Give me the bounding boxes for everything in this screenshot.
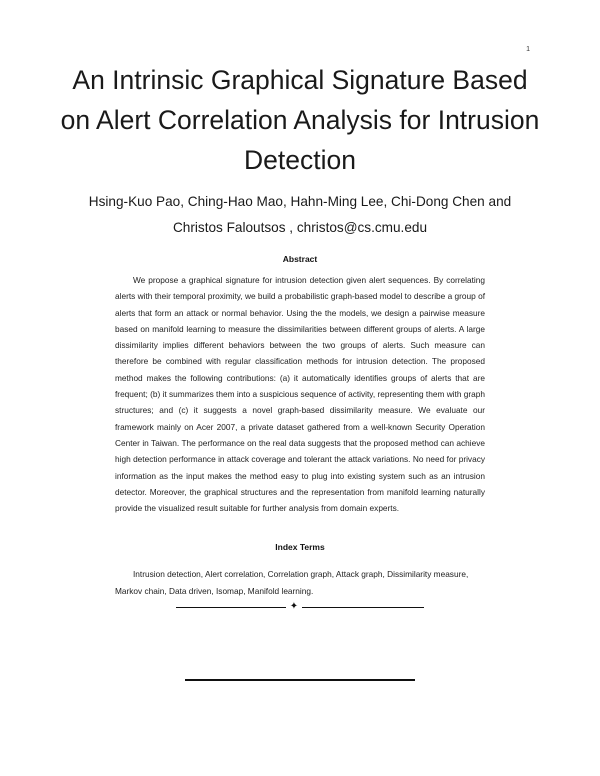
abstract-body: We propose a graphical signature for intrusion detection given alert sequences. By correlating alerts with their temporal proximity, we build a probabilistic graph-based model to describe a group of alerts that form an attack or normal behavior. Using the the models, we design a pairwise measure based on manifold learning to measure the dissimilarities between different groups of alerts. A large dissimilarity implies different behaviors between the two groups of alerts. Such measure can therefore be combined with regular classification methods for intrusion detection. The proposed method makes the following contributions: (a) it automatically identifies groups of alerts that are frequent; (b) it summarizes them into a suspicious sequence of activity, representing them with graph structures; and (c) it suggests a novel graph-based dissimilarity measure. We evaluate our framework mainly on Acer 2007, a private dataset gathered from a well-known Security Operation Center in Taiwan. The performance on the real data suggests that the proposed method can achieve high detection performance in attack coverage and tolerant the attack variations. No need for privacy information as the input makes the method easy to plug into existing system such as an intrusion detector. Moreover, the graphical structures and the representation from manifold learning naturally provide the visualized result suitable for further analysis from domain experts. [115, 275, 485, 514]
ornament-right-rule [302, 607, 424, 608]
paper-title: An Intrinsic Graphical Signature Based on Alert Correlation Analysis for Intrusion Detection [60, 65, 540, 175]
abstract-heading: Abstract [282, 254, 318, 264]
author-list [60, 189, 540, 241]
footnote-separator-rule [185, 679, 415, 681]
author-line-1: Hsing-Kuo Pao, Ching-Hao Mao, Hahn-Ming Lee, Chi-Dong Chen and [88, 194, 512, 209]
ornament-left-rule [176, 607, 286, 608]
ornament-diamond-icon: ✦ [289, 601, 299, 612]
page-number: 1 [526, 46, 530, 53]
author-line-2: Christos Faloutsos , christos@cs.cmu.edu [172, 220, 428, 235]
index-terms-heading: Index Terms [275, 542, 325, 552]
index-terms-body: Intrusion detection, Alert correlation, Correlation graph, Attack graph, Dissimilarity measure, Markov chain, Data driven, Isomap, Manifold learning. [115, 569, 469, 596]
